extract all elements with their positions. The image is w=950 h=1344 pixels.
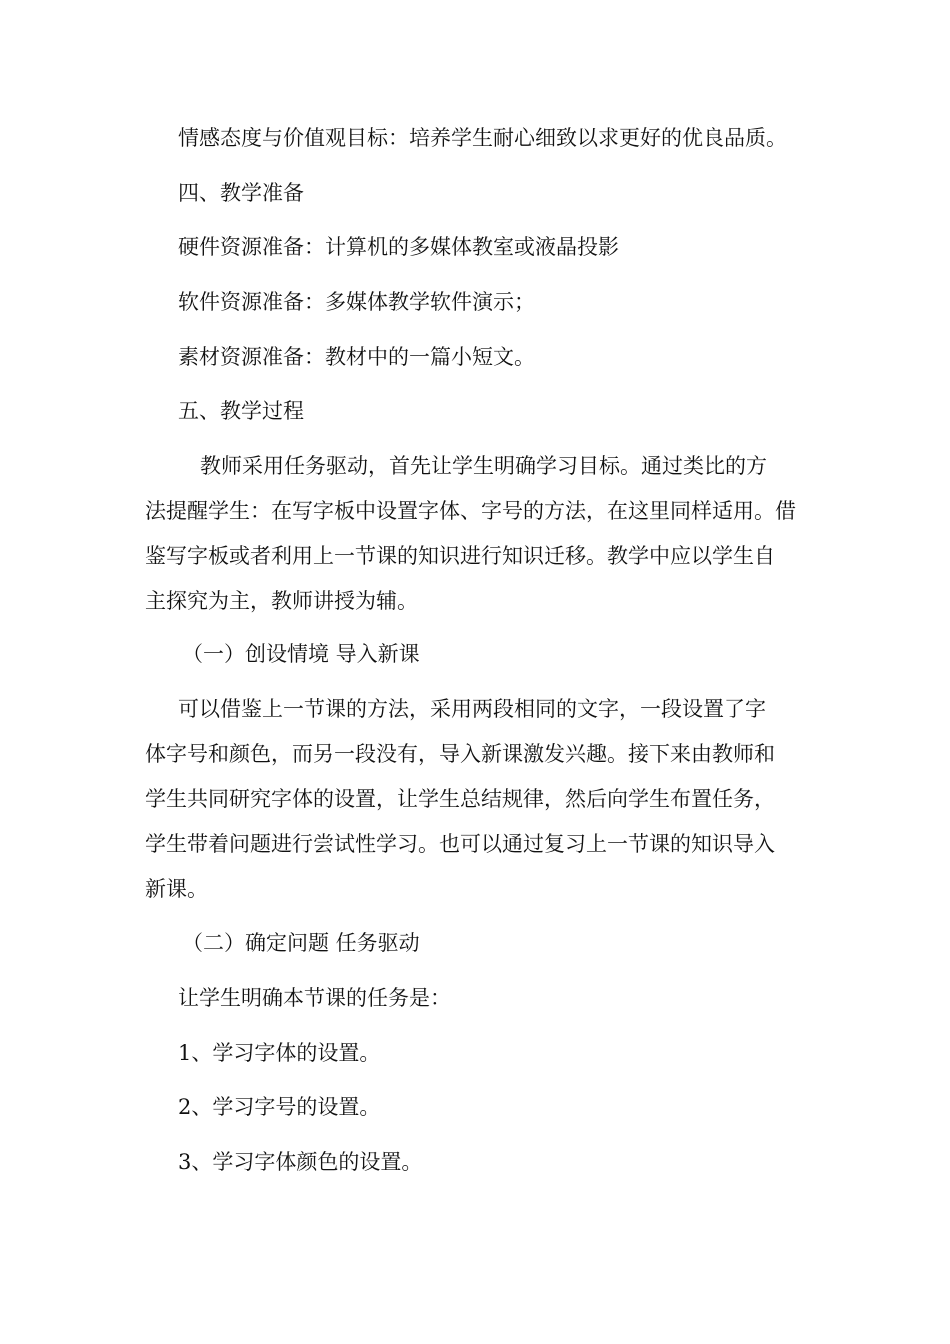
paragraph-process-line-2: 法提醒学生：在写字板中设置字体、字号的方法，在这里同样适用。借 — [145, 499, 796, 523]
heading-teaching-preparation: 四、教学准备 — [178, 181, 304, 205]
paragraph-task-intro: 让学生明确本节课的任务是： — [178, 986, 451, 1010]
paragraph-intro-line-3: 学生共同研究字体的设置，让学生总结规律，然后向学生布置任务， — [145, 787, 775, 811]
paragraph-intro-line-1: 可以借鉴上一节课的方法，采用两段相同的文字，一段设置了字 — [178, 697, 766, 721]
paragraph-software-prep: 软件资源准备：多媒体教学软件演示； — [178, 290, 535, 314]
paragraph-process-line-1: 教师采用任务驱动，首先让学生明确学习目标。通过类比的方 — [200, 454, 767, 478]
subheading-create-situation: （一）创设情境 导入新课 — [182, 642, 420, 666]
list-item-font: 1、学习字体的设置。 — [178, 1041, 381, 1065]
paragraph-intro-line-5: 新课。 — [145, 877, 208, 901]
paragraph-intro-line-2: 体字号和颜色，而另一段没有，导入新课激发兴趣。接下来由教师和 — [145, 742, 775, 766]
list-item-font-size: 2、学习字号的设置。 — [178, 1095, 381, 1119]
paragraph-process-line-4: 主探究为主，教师讲授为辅。 — [145, 589, 418, 613]
paragraph-process-line-3: 鉴写字板或者利用上一节课的知识进行知识迁移。教学中应以学生自 — [145, 544, 775, 568]
paragraph-material-prep: 素材资源准备：教材中的一篇小短文。 — [178, 345, 535, 369]
heading-teaching-process: 五、教学过程 — [178, 399, 304, 423]
paragraph-emotion-goal: 情感态度与价值观目标：培养学生耐心细致以求更好的优良品质。 — [178, 126, 787, 150]
list-item-font-color: 3、学习字体颜色的设置。 — [178, 1150, 423, 1174]
paragraph-intro-line-4: 学生带着问题进行尝试性学习。也可以通过复习上一节课的知识导入 — [145, 832, 775, 856]
paragraph-hardware-prep: 硬件资源准备：计算机的多媒体教室或液晶投影 — [178, 235, 619, 259]
subheading-define-problem: （二）确定问题 任务驱动 — [182, 931, 420, 955]
